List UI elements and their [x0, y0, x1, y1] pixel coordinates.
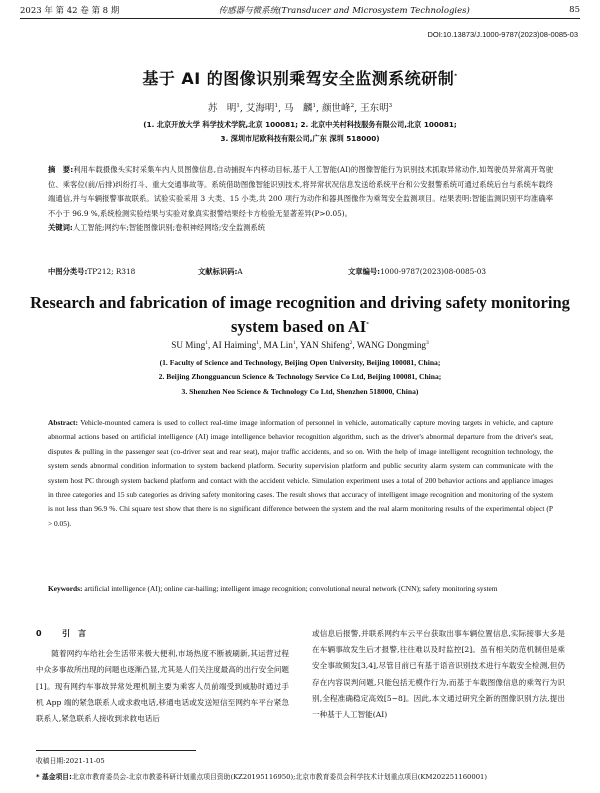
english-keywords: Keywords: artificial intelligence (AI); online car-hailing; intelligent image recognition; convolutional neural network (CNN); safety monitoring system: [48, 584, 498, 593]
author: AI Haiming: [212, 340, 257, 350]
running-header: [20, 3, 580, 19]
chinese-title: 基于 AI 的图像识别乘驾安全监测系统研制*: [142, 69, 458, 88]
body-column-right: [312, 626, 565, 723]
classification-row: 中图分类号:TP212; R318 文献标识码:A 文章编号:1000-9787(2023)08-0085-03: [48, 267, 487, 276]
received-date: 收稿日期:2021-11-05: [36, 757, 105, 765]
doi: DOI:10.13873/J.1000-9787(2023)08-0085-03: [427, 30, 578, 39]
author: 王东明: [360, 103, 389, 114]
english-authors: SU Ming$^1$, AI Haiming$^1$, MA Lin$^1$, YAN Shifeng$^2$, WANG Dongming$^3$: [171, 339, 429, 350]
body-paragraph: 随着网约车给社会生活带来极大便利,市场热度不断被刷新,其运营过程中众多事故所出现的问题也逐渐凸显,尤其是人们关注度最高的出行安全问题[1]。现有网约车事故异常处理机制主要为乘客人员前端受到威胁时通过手机 App 端的紧急联系人或求救电话,移通电话或发送短信至网约车平台紧急联系人,紧急联系人接收到求救电话后: [36, 649, 290, 724]
footnote-divider: [36, 750, 196, 751]
english-affiliations: (1. Faculty of Science and Technology, Beijing Open University, Beijing 100081, China; 2. Beijing Zhongguancun Science & Technology Service Co Ltd, Beijing 100081, China; 3. Shenzhen Neo Science & Technology Co Ltd, Shenzhen 518000, China): [158, 358, 442, 396]
author: 颜世峰: [322, 103, 351, 114]
author: MA Lin: [263, 340, 293, 350]
english-title: Research and fabrication of image recognition and driving safety monitoring system based on AI*: [30, 293, 570, 336]
author: 苏 明: [207, 103, 237, 114]
english-abstract: Abstract: Vehicle-mounted camera is used to collect real-time image information of personnel in vehicle, automatically capture moving targets in vehicle, and capture abnormal actions based on artificial intelligence (AI) image intelligence behavior recognition algorithm, such as the driver's abnormal departure from the driver's seat, disputes & pulling in the passenger seat (co-driver seat and rear seat), major traffic accidents, and so on. With the help of image intelligent recognition technology, the system sends abnormal condition information to system backend platform. Security supervision platform and public security alarm system can communicate with the system host PC through system backend platform and contact with the accident vehicle. Simulation experiment uses a total of 200 behavior actions and appliance images in three categories and 15 sub categories as driving safety monitoring cases. The result shows that accuracy of intelligent image recognition and monitoring of the system is not less than 96.9 %. Chi square test show that there is no significant difference between the system and the real alarm monitoring results of the experimental object (P > 0.05).: [48, 418, 554, 528]
author: YAN Shifeng: [299, 340, 350, 350]
author: 马 麟: [283, 103, 313, 114]
section-heading: 0 引 言: [36, 629, 86, 638]
chinese-keywords: 人工智能;网约车;智能图像识别;卷积神经网络;安全监测系统: [72, 223, 266, 233]
author: WANG Dongming: [356, 340, 427, 350]
journal-issue: 2023 年 第 42 卷 第 8 期: [20, 5, 120, 16]
fund-note: * 基金项目:北京市教育委员会-北京市教委科研计划重点项目资助(KZ20195116950);北京市教育委员会科学技术计划重点项目(KM202251160001): [36, 773, 487, 781]
chinese-authors: 苏 明$^1$, 艾海明$^1$, 马 麟$^1$, 颜世峰$^2$, 王东明$^3$: [207, 102, 393, 114]
page-number: 85: [569, 4, 580, 15]
journal-name: 传感器与微系统(Transducer and Microsystem Technologies): [218, 5, 470, 16]
body-paragraph: 或信息后报警,并联系网约车云平台获取出事车辆位置信息,实际接事大多是在车辆事故发生后才报警,往往难以及时监控[2]。虽有相关防范机制但是乘安全事故频发[3,4],尽管目前已有基于语音识别技术进行车载安全检测,但仍存在内容误判问题,只能包括无模作行为,而基于车载图像信息的乘驾行为识别,全程准确稳定高效[5~8]。因此,本文通过研究全新的图像识别方法,提出一种基于人工智能(AI): [312, 629, 565, 720]
chinese-affiliations: (1. 北京开放大学 科学技术学院,北京 100081; 2. 北京中关村科技服务有限公司,北京 100081; 3. 深圳市尼欧科技有限公司,广东 深圳 518000): [143, 120, 457, 143]
chinese-abstract: 摘 要:利用车载摄像头实时采集车内人员图像信息,自动捕捉车内移动目标,基于人工智能(AI)的图像智能行为识别技术抓取异常动作,如驾驶员异常离开驾驶位、乘客位(前/后排)纠纷打斗、重大交通事故等。系统借助图像智能识别技术,将异常状况信息发送给系统平台和公安报警系统可通过系统后台与系统车载终端通信,并与车辆报警事故联系。试验实验采用 3 大类、15 小类,共 200 项行为动作和器具图像作为乘驾安全监测项目。结果表明:智能监测识别平均准确率不小于 96.9 %,系统检测实验结果与实验对象真实报警结果经卡方检验无显著差异(P>0.05)。 关键词:人工智能;网约车;智能图像识别;卷积神经网络;安全监测系统: [48, 165, 553, 233]
body-column-left: [36, 626, 289, 727]
author: SU Ming: [171, 340, 206, 350]
author: 艾海明: [245, 103, 275, 114]
